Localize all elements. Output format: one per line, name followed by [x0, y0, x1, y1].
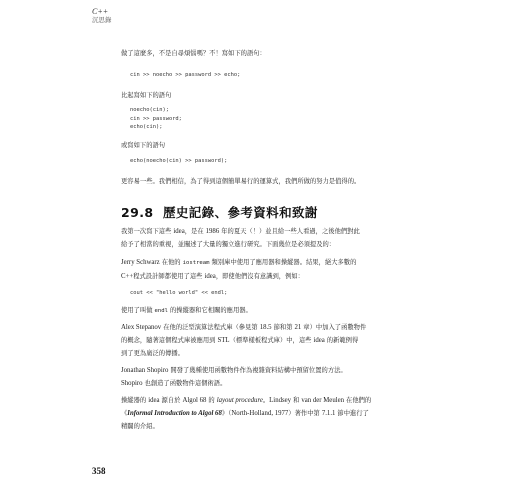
paragraph-or: 或寫如下的語句	[121, 142, 166, 149]
code-line: echo(cin);	[130, 124, 163, 130]
paragraph-conclusion: 更容易一些。我們相信，為了得到這個簡單易行的運算式，我們所做的努力是值得的。	[121, 178, 361, 185]
paragraph-history: 我第一次寫下這些 idea，是在 1986 年的夏天（！）並且給一些人看過，之後他們對此 給予了相當的重視，並闡述了大量的獨立進行研究。下面幾位是必須提及的：	[121, 228, 360, 248]
paragraph-endl: 使用了叫做 endl 的操縱器和它相關的應用器。	[121, 307, 252, 314]
code-snippet-2	[130, 106, 430, 132]
paragraph-intro: 做了這麼多，不是自尋煩惱嗎？不！寫如下的語句：	[121, 50, 266, 57]
running-head	[92, 8, 112, 24]
code-line: cin >> password;	[130, 115, 182, 122]
running-head-subtitle: 沉思錄	[92, 16, 112, 24]
paragraph-schwarz: Jerry Schwarz 在他的 iostream 類別庫中使用了應用器和操縱器。結果，絕大多數的 C++程式設計師都使用了這些 idea，即使他們沒有意識到，例如：	[121, 259, 357, 280]
code-snippet-3: echo(noecho(cin) >> password);	[130, 158, 228, 164]
paragraph-shopiro: Jonathan Shopiro 開發了幾種使用函數物件作為複雜資料結構中預留位置的方法。 Shopiro 也創造了函數物件這個術語。	[121, 367, 347, 387]
code-snippet-1: cin >> noecho >> password >> echo;	[130, 72, 241, 78]
paragraph-compare: 比起寫如下的語句	[121, 92, 172, 99]
page-number: 358	[92, 466, 106, 476]
code-line: noecho(cin);	[130, 107, 169, 113]
paragraph-stepanov: Alex Stepanov 在他的泛型演算法程式庫（參見第 18.5 節和第 21 章）中加入了函數物件 的概念，隨著這個程式庫被應用到 STL（標準樣板程式庫）中，這些 idea 的新範例得 到了更為廣泛的傳播。	[121, 324, 367, 357]
code-snippet-4: cout << "hello world" << endl;	[130, 290, 228, 296]
section-title: 歷史記錄、參考資料和致謝	[162, 205, 318, 220]
section-number: 29.8	[121, 205, 154, 220]
section-heading	[121, 203, 318, 221]
running-head-title: C++	[92, 7, 109, 16]
paragraph-algol: 操縱器的 idea 源自於 Algol 68 的 layout procedure。Lindsey 和 van der Meulen 在他們的 《Informal Introduction to Algol 68》（North-Holland, 1977）著作中第 7.1.1 節中進行了 精闢的介紹。	[121, 397, 372, 430]
